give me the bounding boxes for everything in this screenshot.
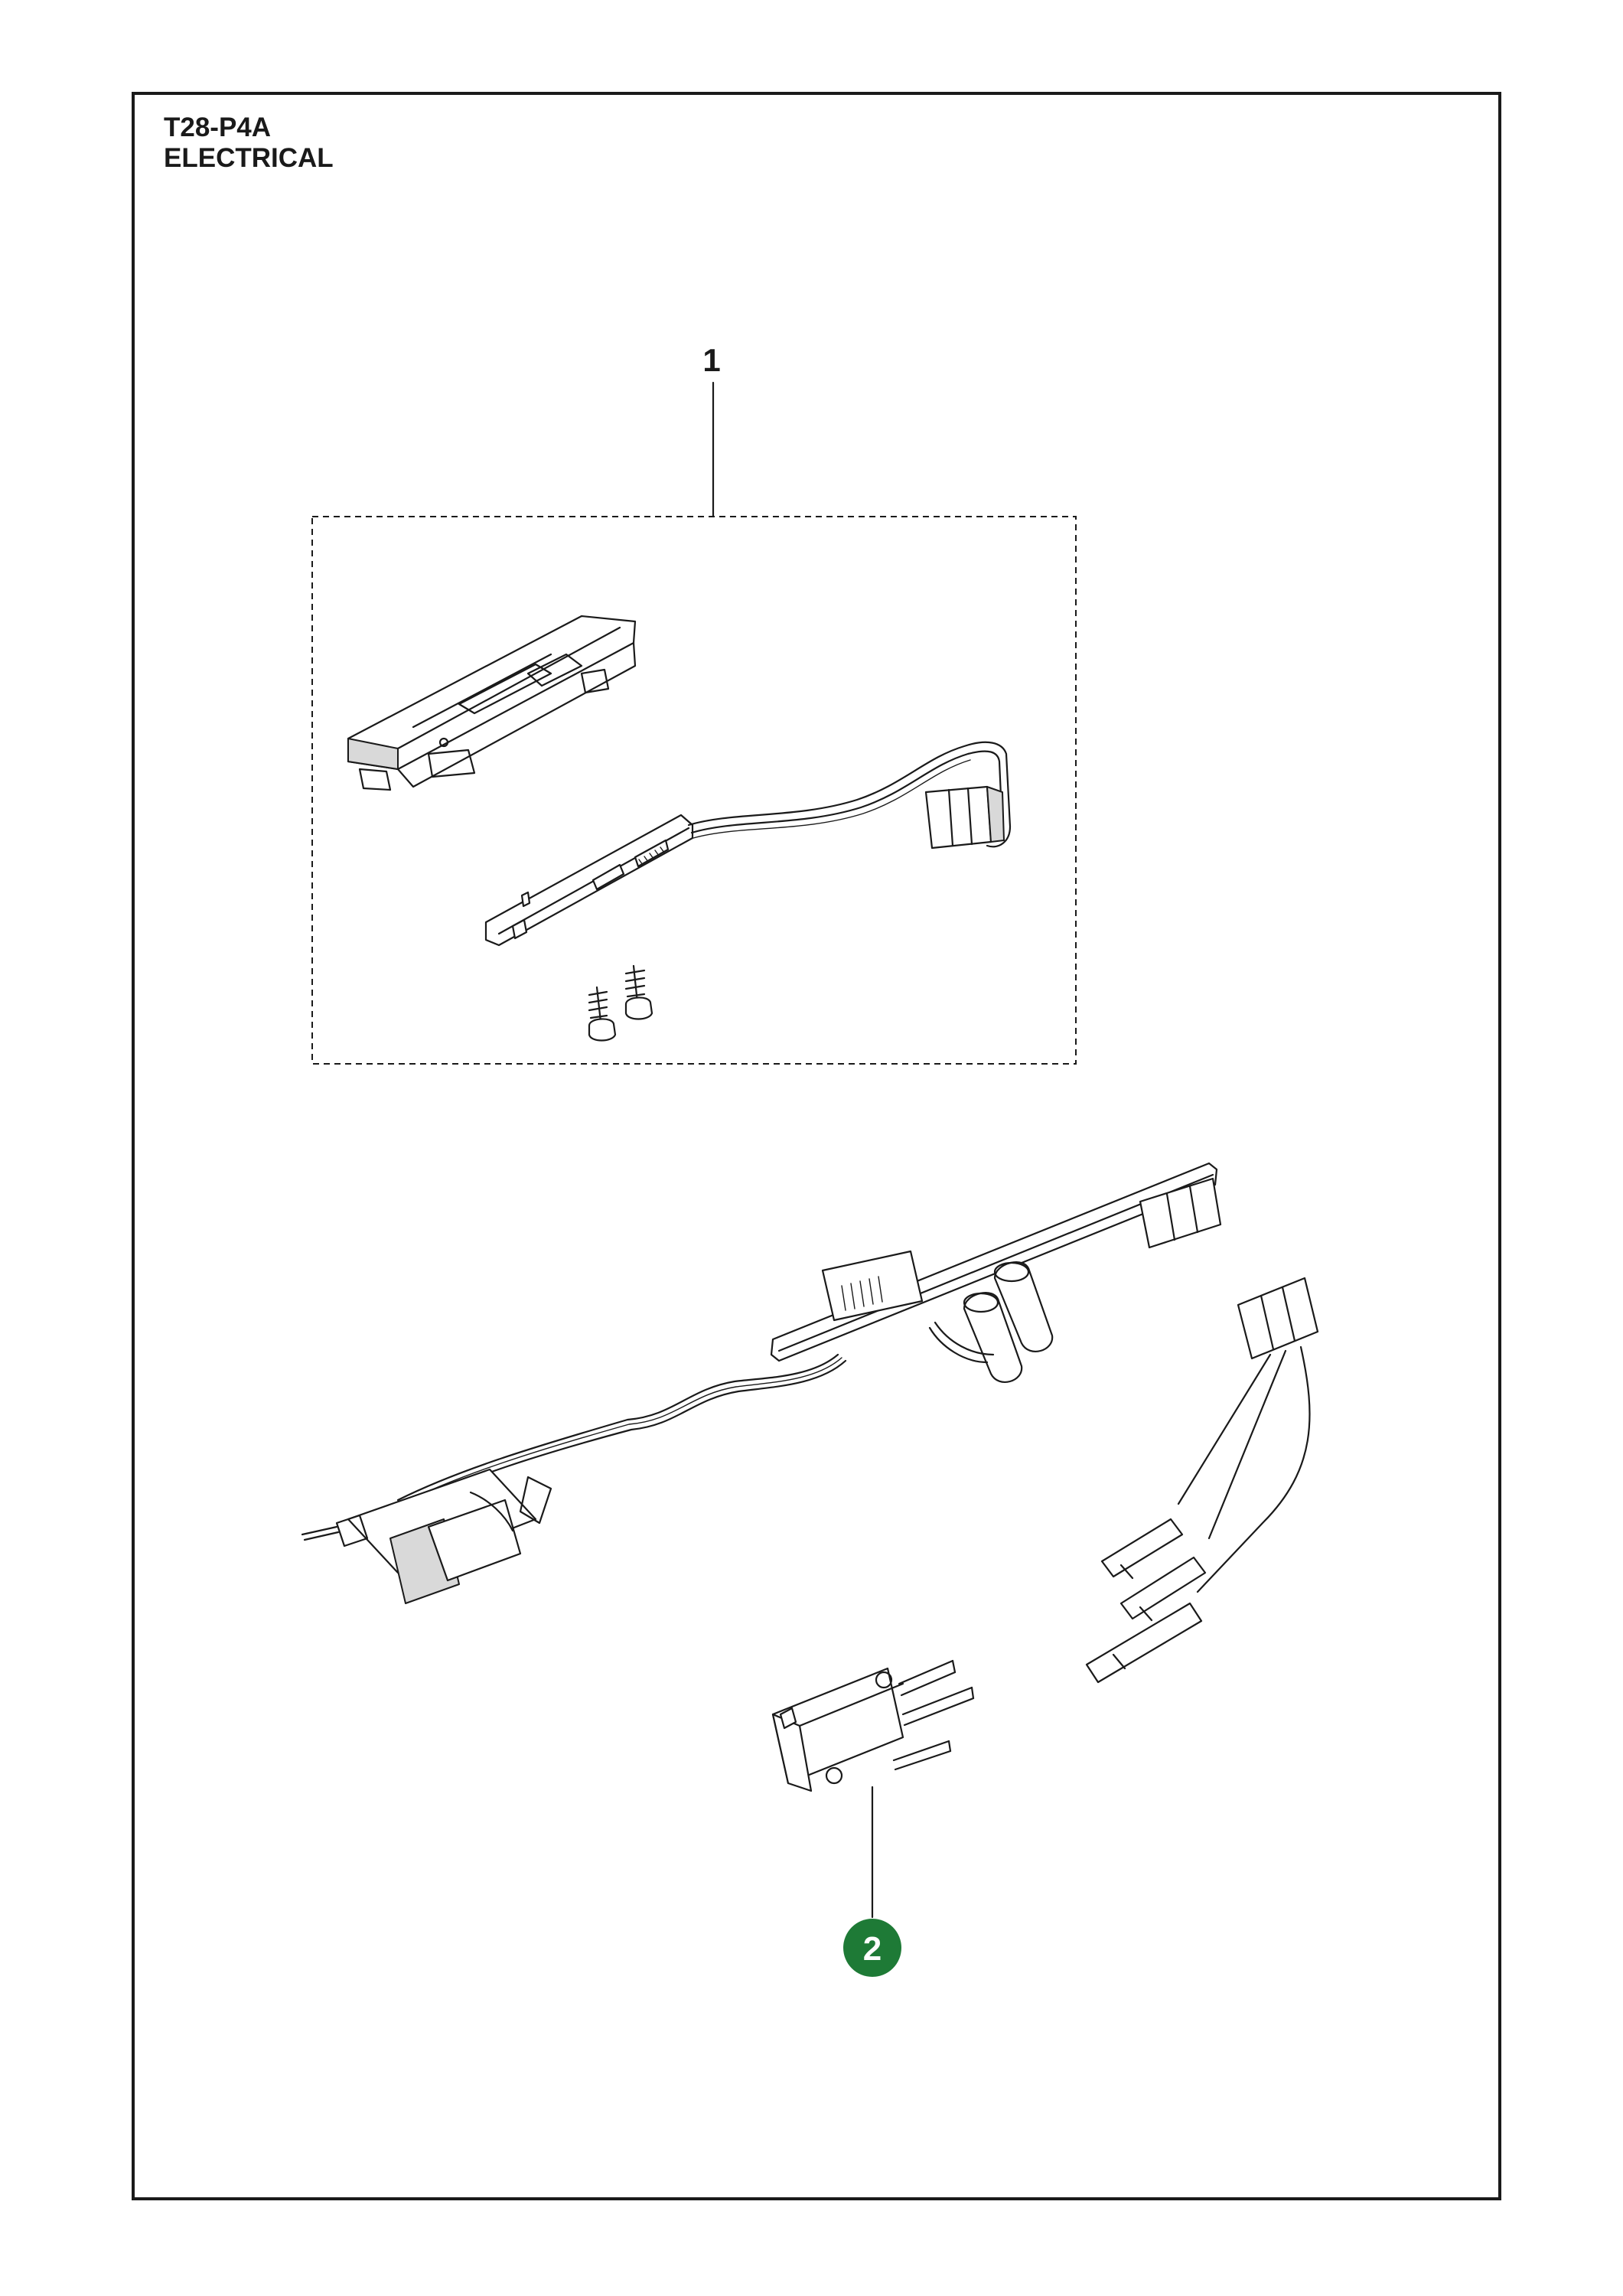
callout-2[interactable] [843, 1787, 901, 1977]
callout-1-label: 1 [702, 342, 721, 378]
display-housing [348, 616, 635, 790]
callout-1[interactable] [702, 342, 720, 517]
right-harness [1087, 1278, 1318, 1682]
circuit-board-ribbon [486, 742, 1010, 945]
main-harness [302, 1163, 1221, 1603]
diagram-title: ELECTRICAL [164, 143, 334, 173]
diagram-code: T28-P4A [164, 113, 272, 142]
callout-2-label: 2 [862, 1930, 882, 1968]
screws [589, 966, 652, 1041]
micro-switch [773, 1661, 973, 1791]
